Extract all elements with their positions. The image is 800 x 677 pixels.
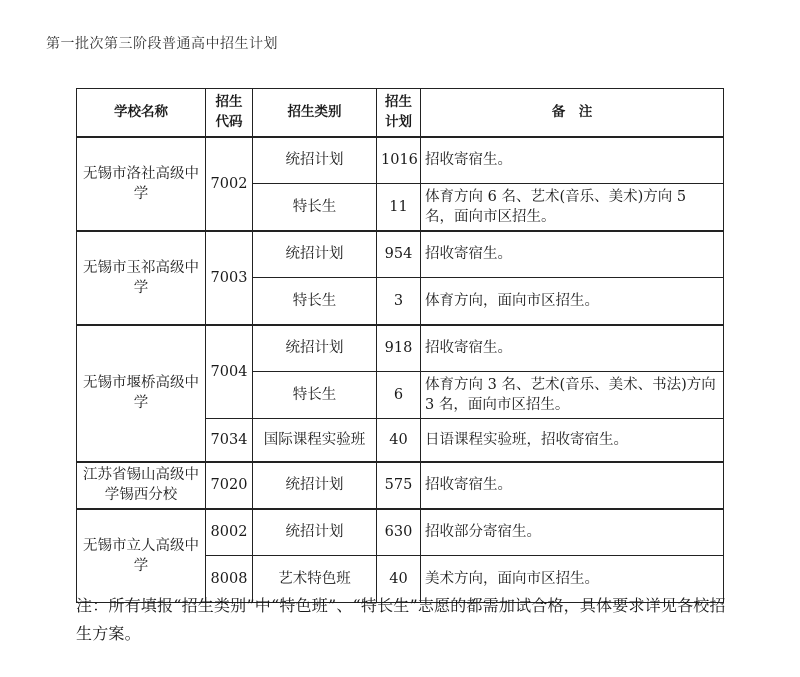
enrollment-count-cell: 11 (377, 184, 421, 231)
footnote: 注：所有填报“招生类别”中“特色班”、“特长生”志愿的都需加试合格，具体要求详见各校招生方案。 (76, 596, 726, 643)
table-row (77, 509, 724, 556)
enrollment-count-cell: 40 (377, 419, 421, 462)
enrollment-type-cell: 特长生 (253, 278, 377, 325)
table-header-row (77, 89, 724, 137)
remark-cell: 体育方向，面向市区招生。 (421, 278, 724, 325)
enrollment-count-cell: 918 (377, 325, 421, 372)
enrollment-count-cell: 1016 (377, 137, 421, 184)
remark-cell: 体育方向 3 名、艺术(音乐、美术、书法)方向 3 名，面向市区招生。 (421, 372, 724, 419)
enrollment-code-cell: 8008 (206, 556, 253, 603)
enrollment-count-cell: 954 (377, 231, 421, 278)
enrollment-type-cell: 特长生 (253, 372, 377, 419)
enrollment-count-cell: 6 (377, 372, 421, 419)
header-school-name: 学校名称 (77, 89, 206, 137)
remark-cell: 招收寄宿生。 (421, 462, 724, 509)
header-count-line2: 计划 (385, 114, 412, 131)
enrollment-type-cell: 统招计划 (253, 325, 377, 372)
enrollment-type-cell: 国际课程实验班 (253, 419, 377, 462)
table-row (77, 231, 724, 278)
enrollment-code-cell: 8002 (206, 509, 253, 556)
header-enrollment-count (377, 89, 421, 137)
header-code-line2: 代码 (215, 114, 243, 131)
enrollment-type-cell: 统招计划 (253, 137, 377, 184)
table-row (77, 462, 724, 509)
enrollment-count-cell: 630 (377, 509, 421, 556)
enrollment-type-cell: 统招计划 (253, 509, 377, 556)
school-name-cell: 无锡市立人高级中学 (77, 509, 206, 603)
table-row (77, 325, 724, 372)
school-name-cell: 江苏省锡山高级中学锡西分校 (77, 462, 206, 509)
enrollment-code-cell: 7004 (206, 325, 253, 419)
enrollment-code-cell: 7003 (206, 231, 253, 325)
table-row (77, 137, 724, 184)
remark-cell: 招收部分寄宿生。 (421, 509, 724, 556)
remark-cell: 美术方向，面向市区招生。 (421, 556, 724, 603)
remark-cell: 招收寄宿生。 (421, 325, 724, 372)
enrollment-type-cell: 统招计划 (253, 462, 377, 509)
header-count-line1: 招生 (385, 94, 412, 111)
document-title: 第一批次第三阶段普通高中招生计划 (46, 36, 278, 52)
remark-cell: 招收寄宿生。 (421, 231, 724, 278)
remark-cell: 日语课程实验班，招收寄宿生。 (421, 419, 724, 462)
header-enrollment-type: 招生类别 (253, 89, 377, 137)
enrollment-type-cell: 特长生 (253, 184, 377, 231)
enrollment-count-cell: 3 (377, 278, 421, 325)
enrollment-code-cell: 7020 (206, 462, 253, 509)
enrollment-plan-table (76, 88, 724, 603)
school-name-cell: 无锡市堰桥高级中学 (77, 325, 206, 462)
enrollment-type-cell: 艺术特色班 (253, 556, 377, 603)
remark-cell: 招收寄宿生。 (421, 137, 724, 184)
enrollment-code-cell: 7034 (206, 419, 253, 462)
enrollment-count-cell: 40 (377, 556, 421, 603)
school-name-cell: 无锡市洛社高级中学 (77, 137, 206, 231)
header-enrollment-code (206, 89, 253, 137)
school-name-cell: 无锡市玉祁高级中学 (77, 231, 206, 325)
header-remarks: 备 注 (421, 89, 724, 137)
header-code-line1: 招生 (215, 94, 243, 111)
enrollment-type-cell: 统招计划 (253, 231, 377, 278)
enrollment-code-cell: 7002 (206, 137, 253, 231)
remark-cell: 体育方向 6 名、艺术(音乐、美术)方向 5 名，面向市区招生。 (421, 184, 724, 231)
enrollment-count-cell: 575 (377, 462, 421, 509)
